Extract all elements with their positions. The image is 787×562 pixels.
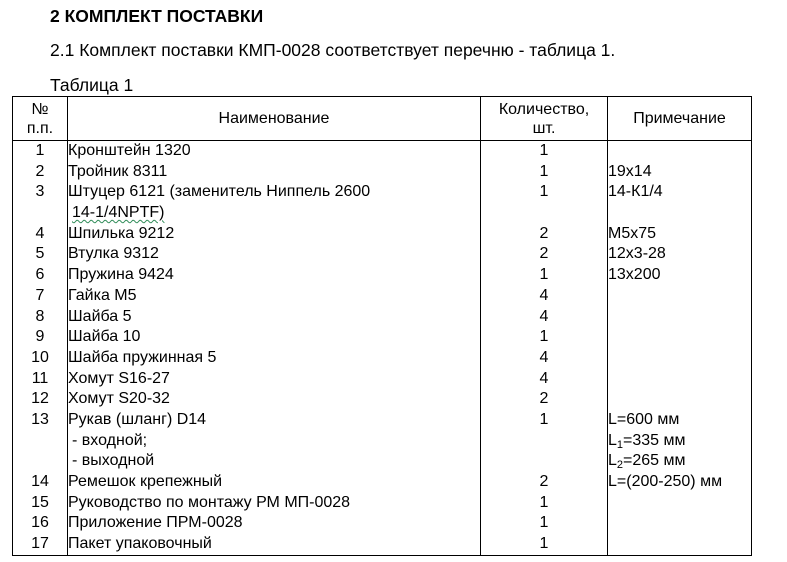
row-name: Руководство по монтажу РМ МП-0028 — [68, 493, 481, 514]
row-num: 15 — [13, 493, 68, 514]
table-row — [13, 472, 752, 493]
row-qty: 1 — [481, 513, 608, 534]
row-name: Кронштейн 1320 — [68, 141, 481, 162]
table-row — [13, 224, 752, 245]
row-qty — [481, 203, 608, 224]
row-num: 17 — [13, 534, 68, 555]
row-qty — [481, 451, 608, 472]
row-num — [13, 431, 68, 452]
row-qty: 1 — [481, 534, 608, 555]
row-name: Хомут S20-32 — [68, 389, 481, 410]
row-note: $L_2=265$ мм — [608, 451, 752, 472]
header-num: № п.п. — [13, 97, 68, 141]
row-num: 2 — [13, 162, 68, 183]
row-qty: 1 — [481, 182, 608, 203]
row-name: Гайка М5 — [68, 286, 481, 307]
row-note — [608, 286, 752, 307]
delivery-set-table — [12, 96, 752, 556]
row-name: - выходной — [68, 451, 481, 472]
row-note: 14-К1/4 — [608, 182, 752, 203]
intro-paragraph: 2.1 Комплект поставки КМП-0028 соответствует перечню - таблица 1. — [50, 40, 616, 60]
row-note — [608, 369, 752, 390]
row-num: 8 — [13, 307, 68, 328]
table-row — [13, 286, 752, 307]
table-row — [13, 265, 752, 286]
row-name: Шайба пружинная 5 — [68, 348, 481, 369]
row-note: 12х3-28 — [608, 244, 752, 265]
row-name — [68, 203, 481, 224]
table-row — [13, 244, 752, 265]
row-note — [608, 327, 752, 348]
row-note — [608, 307, 752, 328]
table-row — [13, 389, 752, 410]
row-qty: 1 — [481, 265, 608, 286]
row-note: 13х200 — [608, 265, 752, 286]
row-note: $L_1=335$ мм — [608, 431, 752, 452]
row-qty — [481, 431, 608, 452]
row-name: Шпилька 9212 — [68, 224, 481, 245]
row-qty: 1 — [481, 410, 608, 431]
row-num: 16 — [13, 513, 68, 534]
row-note — [608, 348, 752, 369]
row-qty: 1 — [481, 327, 608, 348]
row-name: Тройник 8311 — [68, 162, 481, 183]
row-note: L=(200-250) мм — [608, 472, 752, 493]
row-qty: 4 — [481, 348, 608, 369]
table-row — [13, 451, 752, 472]
row-num: 3 — [13, 182, 68, 203]
row-note — [608, 389, 752, 410]
row-num: 9 — [13, 327, 68, 348]
row-name: Шайба 10 — [68, 327, 481, 348]
header-name: Наименование — [68, 97, 481, 141]
table-row — [13, 369, 752, 390]
row-num: 6 — [13, 265, 68, 286]
row-name: Приложение ПРМ-0028 — [68, 513, 481, 534]
section-heading: 2 КОМПЛЕКТ ПОСТАВКИ — [50, 6, 264, 26]
row-num: 7 — [13, 286, 68, 307]
row-num — [13, 203, 68, 224]
row-note — [608, 203, 752, 224]
row-num: 4 — [13, 224, 68, 245]
table-row — [13, 327, 752, 348]
row-qty: 2 — [481, 389, 608, 410]
row-name: Втулка 9312 — [68, 244, 481, 265]
table-row — [13, 348, 752, 369]
row-qty: 4 — [481, 369, 608, 390]
row-qty: 2 — [481, 224, 608, 245]
row-note — [608, 493, 752, 514]
row-num: 10 — [13, 348, 68, 369]
row-note — [608, 534, 752, 555]
table-row — [13, 431, 752, 452]
table-row — [13, 513, 752, 534]
table-row — [13, 410, 752, 431]
table-header-row — [13, 97, 752, 141]
header-qty: Количество, шт. — [481, 97, 608, 141]
row-name: Хомут S16-27 — [68, 369, 481, 390]
table-row — [13, 182, 752, 203]
header-note: Примечание — [608, 97, 752, 141]
row-note: L=600 мм — [608, 410, 752, 431]
row-num: 13 — [13, 410, 68, 431]
row-name: Шайба 5 — [68, 307, 481, 328]
spellcheck-underline: 14-1/4NPTF) — [72, 204, 165, 222]
row-num: 1 — [13, 141, 68, 162]
row-qty: 4 — [481, 307, 608, 328]
table-row — [13, 307, 752, 328]
row-name: Штуцер 6121 (заменитель Ниппель 2600 — [68, 182, 481, 203]
row-qty: 4 — [481, 286, 608, 307]
row-name: Ремешок крепежный — [68, 472, 481, 493]
row-qty: 1 — [481, 162, 608, 183]
row-name: Рукав (шланг) D14 — [68, 410, 481, 431]
row-num: 12 — [13, 389, 68, 410]
row-note: 19х14 — [608, 162, 752, 183]
row-num — [13, 451, 68, 472]
table-row — [13, 141, 752, 162]
row-qty: 2 — [481, 472, 608, 493]
row-num: 14 — [13, 472, 68, 493]
table-row — [13, 162, 752, 183]
table-row — [13, 493, 752, 514]
row-qty: 2 — [481, 244, 608, 265]
row-qty: 1 — [481, 141, 608, 162]
row-note — [608, 513, 752, 534]
table-row — [13, 203, 752, 224]
row-note — [608, 141, 752, 162]
table-row — [13, 534, 752, 555]
row-name: Пружина 9424 — [68, 265, 481, 286]
row-name: - входной; — [68, 431, 481, 452]
row-num: 5 — [13, 244, 68, 265]
row-num: 11 — [13, 369, 68, 390]
row-note: М5х75 — [608, 224, 752, 245]
row-qty: 1 — [481, 493, 608, 514]
row-name: Пакет упаковочный — [68, 534, 481, 555]
table-caption: Таблица 1 — [50, 75, 134, 95]
